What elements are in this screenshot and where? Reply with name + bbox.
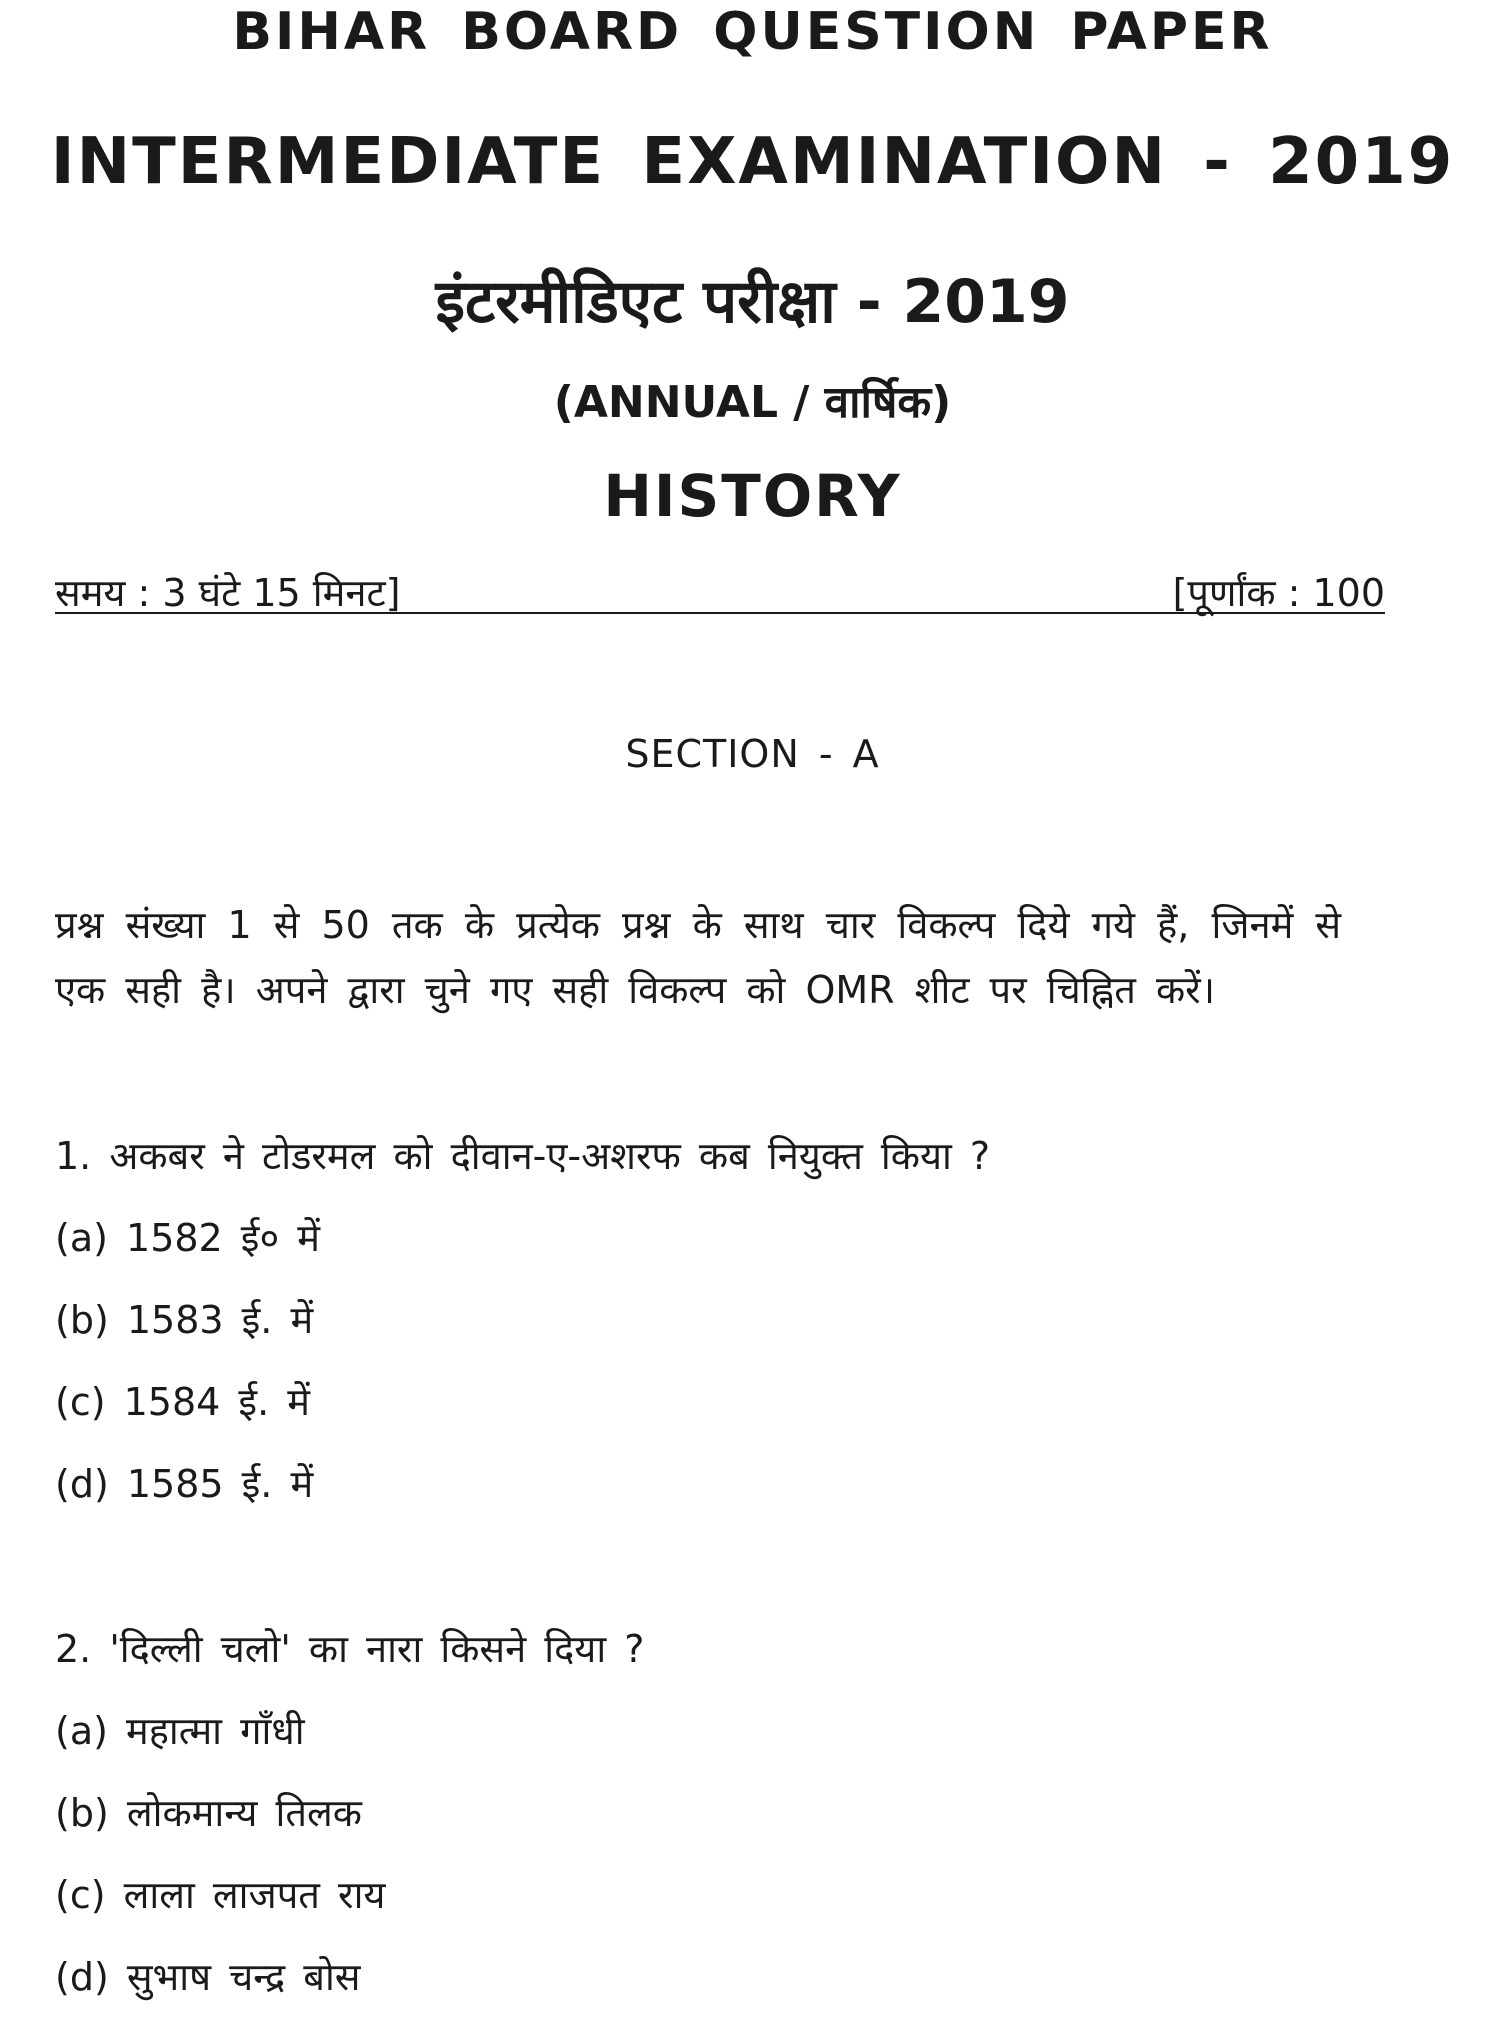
section-heading: SECTION - A (625, 732, 880, 776)
instructions-line-1: प्रश्न संख्या 1 से 50 तक के प्रत्येक प्रश्न के साथ चार विकल्प दिये गये हैं, जिनमें से (55, 903, 1342, 947)
time-marks-row (55, 566, 1385, 618)
question-2-option-b: (b) लोकमान्य तिलक (55, 1791, 362, 1835)
subject-title: HISTORY (603, 462, 902, 530)
question-2-option-a: (a) महात्मा गाँधी (55, 1709, 305, 1753)
exam-title-english: INTERMEDIATE EXAMINATION - 2019 (50, 125, 1455, 199)
exam-title-hindi: इंटरमीडिएट परीक्षा - 2019 (435, 267, 1070, 337)
question-1: 1. अकबर ने टोडरमल को दीवान-ए-अशरफ कब नियुक्त किया ? (55, 1134, 991, 1178)
header-underline (55, 612, 1385, 614)
question-2: 2. 'दिल्ली चलो' का नारा किसने दिया ? (55, 1627, 645, 1671)
full-marks: [पूर्णांक : 100 (1172, 571, 1385, 615)
question-1-option-a: (a) 1582 ई० में (55, 1216, 321, 1260)
instructions-line-2: एक सही है। अपने द्वारा चुने गए सही विकल्प को OMR शीट पर चिह्नित करें। (55, 968, 1216, 1012)
time-allowed: समय : 3 घंटे 15 मिनट] (55, 571, 401, 615)
question-2-option-c: (c) लाला लाजपत राय (55, 1873, 386, 1917)
question-1-option-c: (c) 1584 ई. में (55, 1380, 310, 1424)
exam-session: (ANNUAL / वार्षिक) (553, 377, 952, 428)
board-title: BIHAR BOARD QUESTION PAPER (232, 2, 1273, 62)
question-2-option-d: (d) सुभाष चन्द्र बोस (55, 1955, 361, 1999)
question-1-option-d: (d) 1585 ई. में (55, 1462, 314, 1506)
question-1-option-b: (b) 1583 ई. में (55, 1298, 314, 1342)
